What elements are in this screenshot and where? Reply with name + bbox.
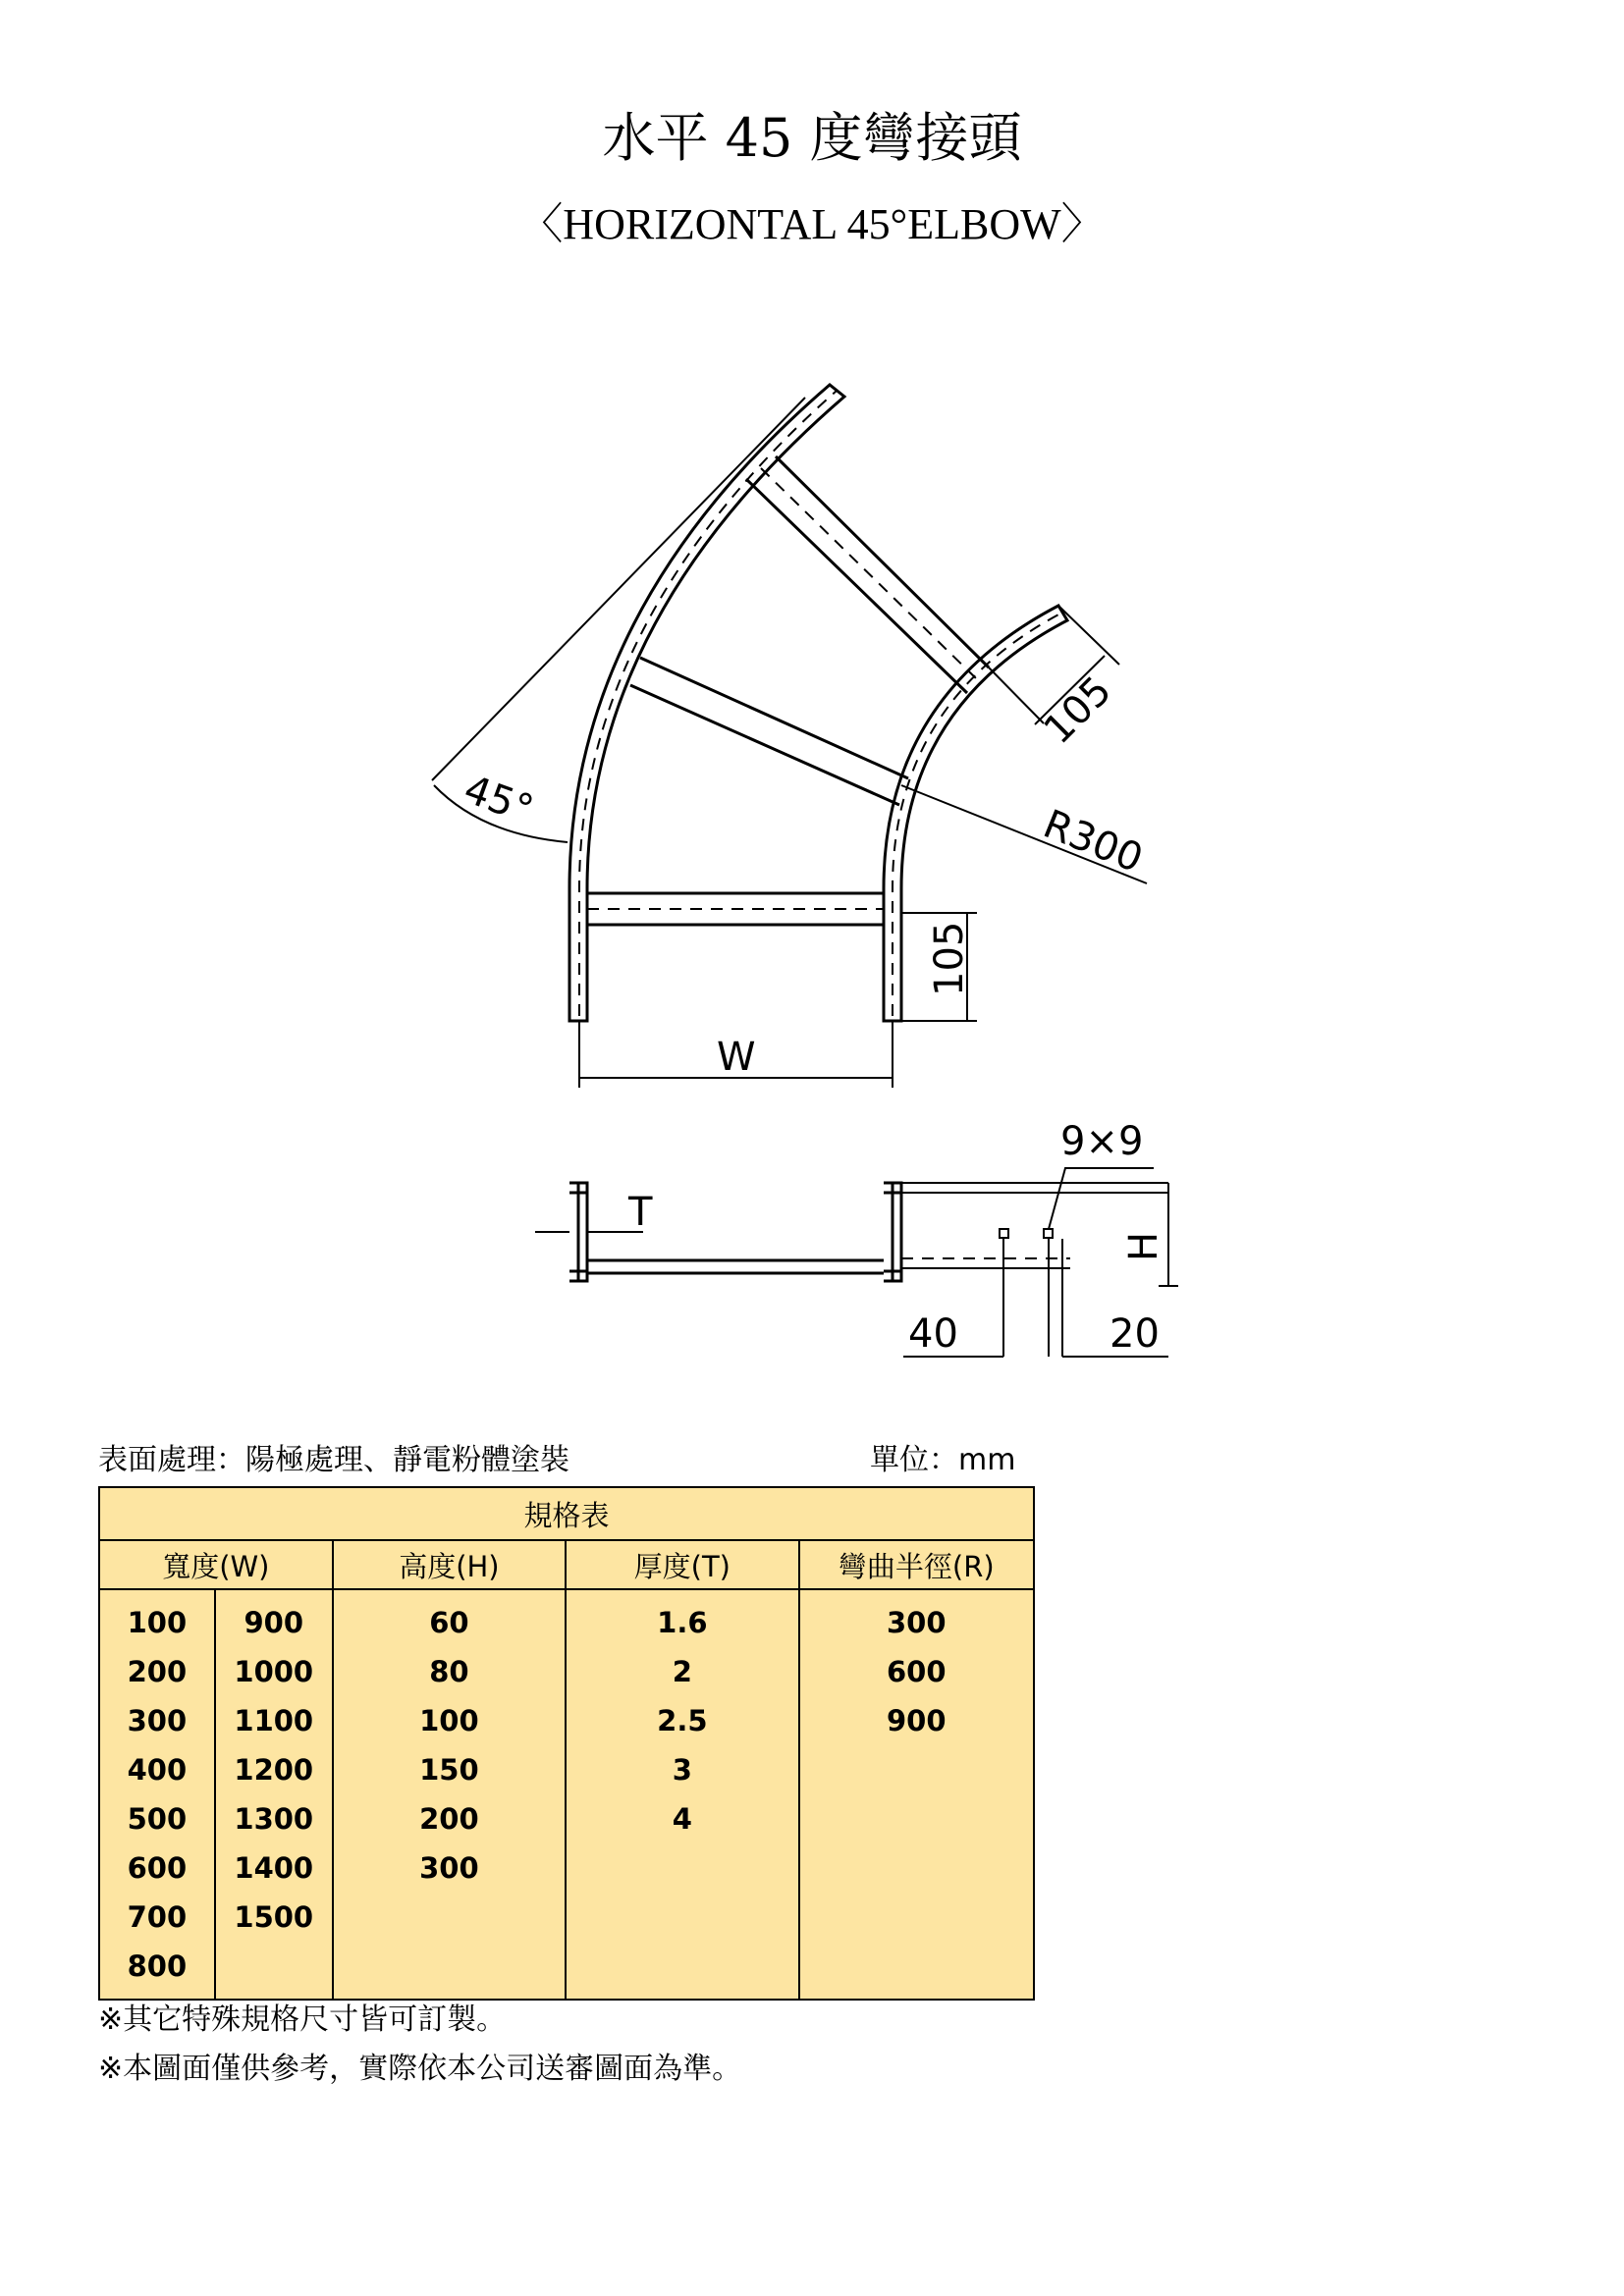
cell: 60 [333,1589,566,1647]
unit-label: 單位：mm [870,1443,1016,1477]
cell: 300 [799,1589,1034,1647]
cell: 900 [215,1589,333,1647]
inner-rail-inner [893,613,1062,1016]
straight-length-label: 105 [927,921,972,996]
header-height: 高度(H) [333,1540,566,1589]
offset-left-label: 40 [908,1311,958,1357]
table-row [99,1647,1034,1696]
height-label: H [1121,1231,1166,1261]
cell [566,1942,798,2000]
section-rung [587,1260,884,1273]
spec-table-caption: 規格表 [99,1487,1034,1540]
cell [333,1893,566,1942]
cell [215,1942,333,2000]
cell: 1000 [215,1647,333,1696]
rung-top [746,456,989,693]
radius-label: R300 [1037,801,1150,882]
cell: 600 [99,1843,215,1893]
cell: 1500 [215,1893,333,1942]
table-row [99,1794,1034,1843]
cell: 400 [99,1745,215,1794]
cell [566,1893,798,1942]
rung-middle [630,658,908,805]
rung-width-label: 105 [1035,667,1121,754]
page-subtitle: 〈HORIZONTAL 45°ELBOW〉 [519,200,1105,248]
cell: 100 [99,1589,215,1647]
cell: 900 [799,1696,1034,1745]
cell: 2.5 [566,1696,798,1745]
page-title: 水平 45 度彎接頭 [602,107,1022,169]
cell: 1.6 [566,1589,798,1647]
cell: 150 [333,1745,566,1794]
rung-top-dash [761,468,978,680]
width-label: W [717,1035,756,1080]
cell: 1400 [215,1843,333,1893]
cell: 100 [333,1696,566,1745]
note-reference: ※本圖面僅供參考，實際依本公司送審圖面為準。 [98,2052,742,2086]
angle-extension [432,398,805,780]
header-width: 寬度(W) [99,1540,333,1589]
table-row [99,1893,1034,1942]
header-radius: 彎曲半徑(R) [799,1540,1034,1589]
cell: 700 [99,1893,215,1942]
surface-treatment: 表面處理：陽極處理、靜電粉體塗裝 [98,1443,569,1477]
offset-right-label: 20 [1110,1311,1160,1357]
table-row [99,1942,1034,2000]
table-row [99,1589,1034,1647]
table-row [99,1745,1034,1794]
cell [799,1745,1034,1794]
hole-label: 9×9 [1060,1119,1144,1164]
cell: 2 [566,1647,798,1696]
cell: 80 [333,1647,566,1696]
inner-rail [884,606,1067,1021]
cell: 300 [333,1843,566,1893]
angle-label: 45° [458,767,539,833]
note-custom-spec: ※其它特殊規格尺寸皆可訂製。 [98,2002,507,2037]
hole-leader [1049,1168,1154,1229]
cell [799,1843,1034,1893]
header-thickness: 厚度(T) [566,1540,798,1589]
cell: 200 [99,1647,215,1696]
cell: 3 [566,1745,798,1794]
section-left-profile [569,1183,587,1281]
cell [799,1942,1034,2000]
cell [333,1942,566,2000]
cell: 500 [99,1794,215,1843]
hole-1 [1000,1229,1008,1238]
cell [566,1843,798,1893]
hole-2 [1044,1229,1053,1238]
cell [799,1794,1034,1843]
spec-table [98,1486,1035,2001]
cell: 1200 [215,1745,333,1794]
cell: 300 [99,1696,215,1745]
cell [799,1893,1034,1942]
cell: 600 [799,1647,1034,1696]
thickness-label: T [628,1190,653,1235]
cell: 1300 [215,1794,333,1843]
cell: 200 [333,1794,566,1843]
table-row [99,1843,1034,1893]
cell: 1100 [215,1696,333,1745]
cell: 800 [99,1942,215,2000]
cell: 4 [566,1794,798,1843]
section-right-profile [884,1183,901,1281]
table-row [99,1696,1034,1745]
